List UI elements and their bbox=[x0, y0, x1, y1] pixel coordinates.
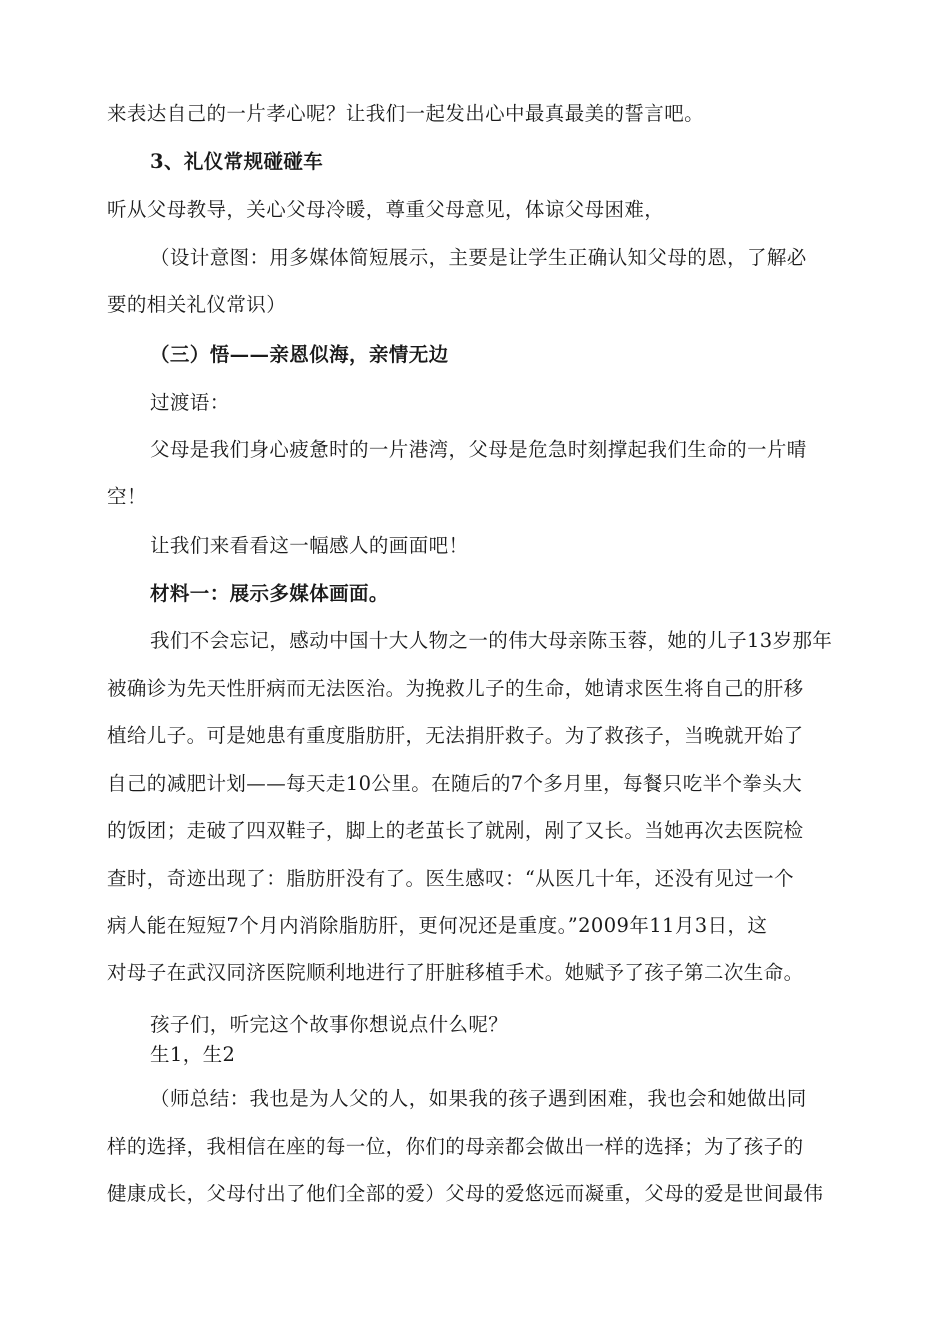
paragraph-line: 父母是我们身心疲惫时的一片港湾，父母是危急时刻撑起我们生命的一片晴 bbox=[150, 438, 807, 461]
section-heading: 3、礼仪常规碰碰车 bbox=[150, 150, 324, 173]
paragraph-line: （设计意图：用多媒体简短展示，主要是让学生正确认知父母的恩，了解必 bbox=[150, 246, 807, 269]
paragraph-line: 听从父母教导，关心父母冷暖，尊重父母意见，体谅父母困难， bbox=[107, 198, 665, 221]
paragraph-line: 来表达自己的一片孝心呢？让我们一起发出心中最真最美的誓言吧。 bbox=[107, 102, 705, 125]
section-heading: （三）悟——亲恩似海，亲情无边 bbox=[150, 343, 449, 366]
paragraph-line: 样的选择，我相信在座的每一位，你们的母亲都会做出一样的选择；为了孩子的 bbox=[107, 1135, 804, 1158]
paragraph-line: 过渡语： bbox=[150, 391, 230, 414]
paragraph-line: 的饭团；走破了四双鞋子，脚上的老茧长了就剐，剐了又长。当她再次去医院检 bbox=[107, 819, 804, 842]
paragraph-line: 植给儿子。可是她患有重度脂肪肝，无法捐肝救子。为了救孩子，当晚就开始了 bbox=[107, 724, 804, 747]
paragraph-line: 查时，奇迹出现了：脂肪肝没有了。医生感叹：“从医几十年，还没有见过一个 bbox=[107, 867, 794, 890]
paragraph-line: 生1，生2 bbox=[150, 1043, 236, 1066]
paragraph-line: 健康成长，父母付出了他们全部的爱）父母的爱悠远而凝重，父母的爱是世间最伟 bbox=[107, 1182, 824, 1205]
paragraph-line: 让我们来看看这一幅感人的画面吧！ bbox=[150, 534, 469, 557]
paragraph-line: 孩子们，听完这个故事你想说点什么呢？ bbox=[150, 1013, 509, 1036]
paragraph-line: 空！ bbox=[107, 485, 147, 508]
section-heading: 材料一：展示多媒体画面。 bbox=[150, 582, 389, 605]
paragraph-line: 被确诊为先天性肝病而无法医治。为挽救儿子的生命，她请求医生将自己的肝移 bbox=[107, 677, 804, 700]
paragraph-line: 对母子在武汉同济医院顺利地进行了肝脏移植手术。她赋予了孩子第二次生命。 bbox=[107, 961, 804, 984]
paragraph-line: 要的相关礼仪常识） bbox=[107, 293, 287, 316]
paragraph-line: 病人能在短短7个月内消除脂肪肝，更何况还是重度。”2009年11月3日，这 bbox=[107, 914, 768, 937]
paragraph-line: 自己的减肥计划——每天走10公里。在随后的7个多月里，每餐只吃半个拳头大 bbox=[107, 772, 803, 795]
paragraph-line: （师总结：我也是为人父的人，如果我的孩子遇到困难，我也会和她做出同 bbox=[150, 1087, 807, 1110]
paragraph-line: 我们不会忘记，感动中国十大人物之一的伟大母亲陈玉蓉，她的儿子13岁那年 bbox=[150, 629, 833, 652]
